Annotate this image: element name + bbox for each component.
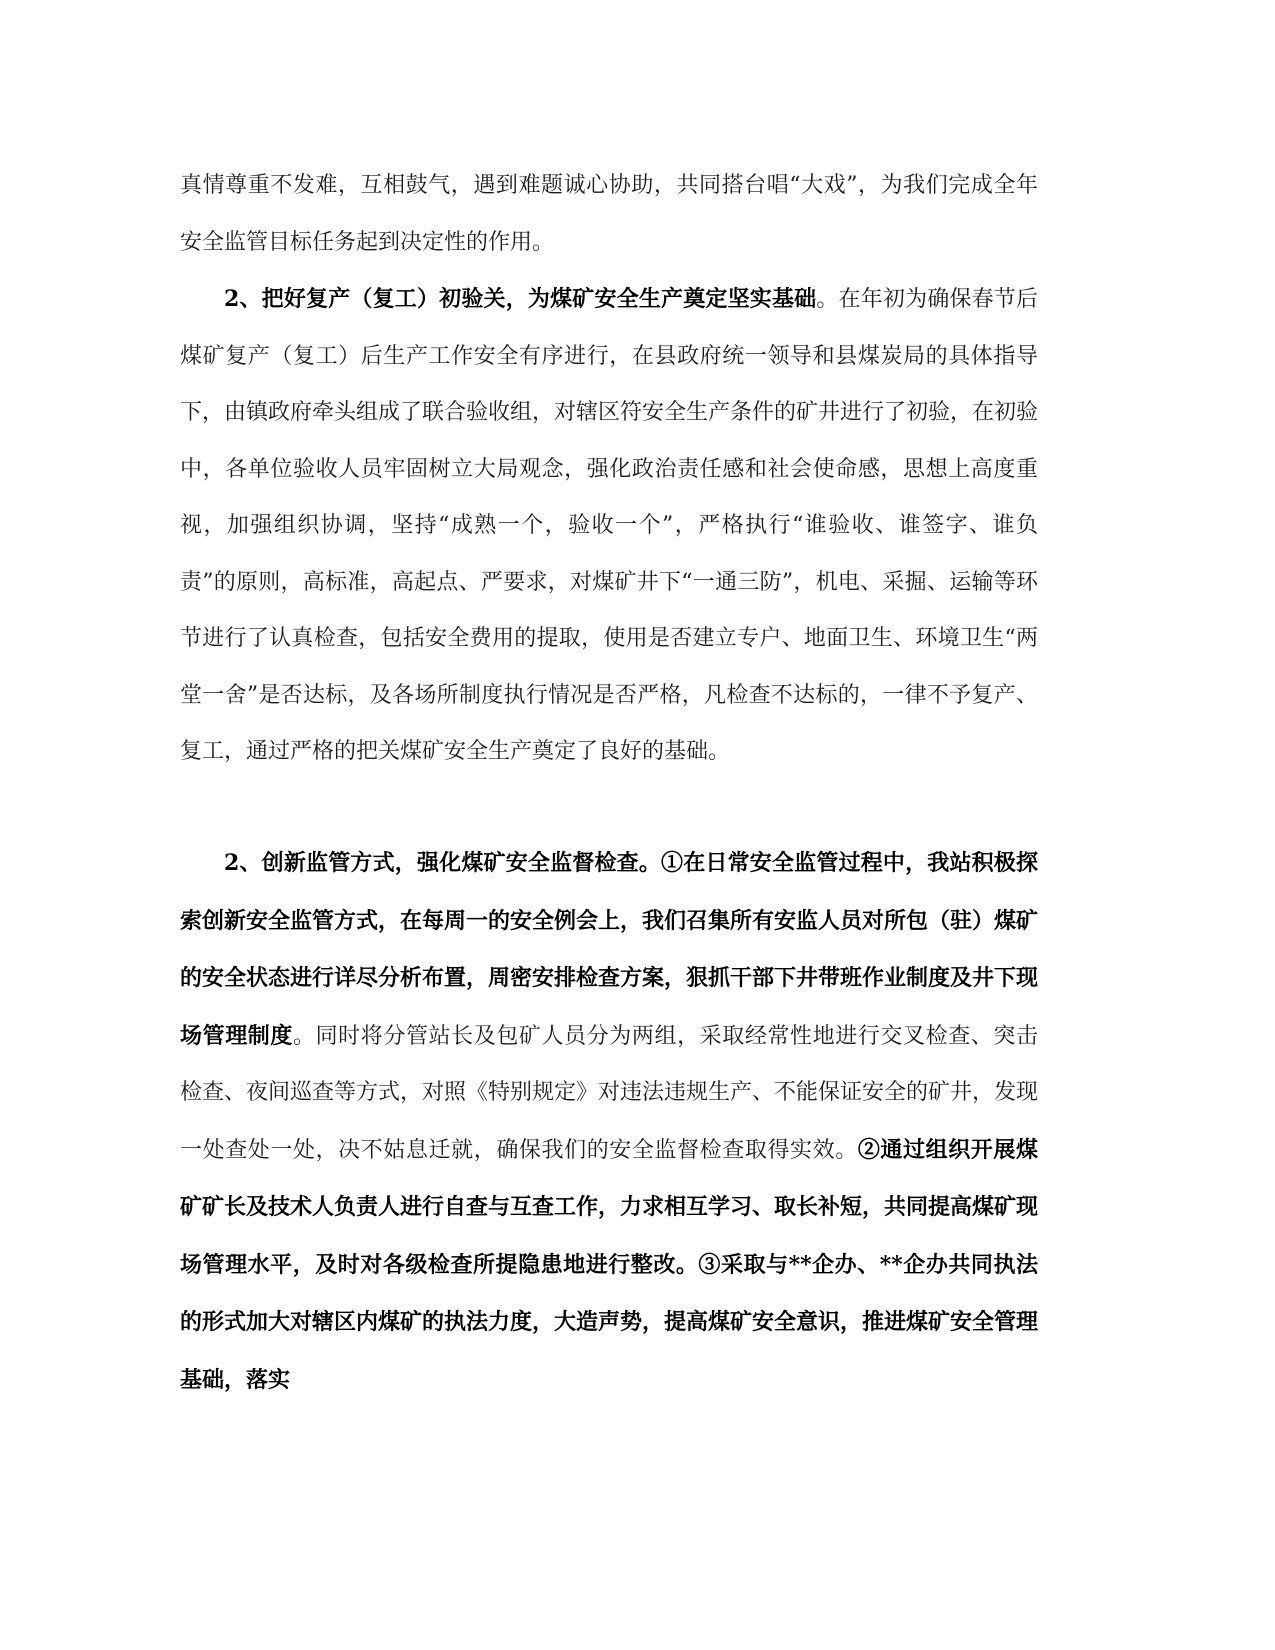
paragraph-resumption-inspection: [180, 271, 1038, 781]
paragraph-heading: 2、把好复产（复工）初验关，为煤矿安全生产奠定坚实基础: [224, 286, 817, 312]
paragraph-continuation: [180, 158, 1038, 271]
text-run: 真情尊重不发难，互相鼓气，遇到难题诚心协助，共同搭台唱“大戏”，为我们完成全年安全监管目标任务起到决定性的作用。: [180, 173, 1038, 255]
text-run: 。在年初为确保春节后煤矿复产（复工）后生产工作安全有序进行，在县政府统一领导和县煤炭局的具体指导下，由镇政府牵头组成了联合验收组，对辖区符安全生产条件的矿井进行了初验，在初验中，各单位验收人员牢固树立大局观念，强化政治责任感和社会使命感，思想上高度重视，加强组织协调，坚持“成熟一个，验收一个”，严格执行“谁验收、谁签字、谁负责”的原则，高标准，高起点、严要求，对煤矿井下“一通三防”，机电、采掘、运输等环节进行了认真检查，包括安全费用的提取，使用是否建立专户、地面卫生、环境卫生“两堂一舍”是否达标，及各场所制度执行情况是否严格，凡检查不达标的，一律不予复产、复工，通过严格的把关煤矿安全生产奠定了良好的基础。: [180, 287, 1039, 764]
text-run-bold: ②通过组织开展煤矿矿长及技术人负责人进行自查与互查工作，力求相互学习、取长补短，共同提高煤矿现场管理水平，及时对各级检查所提隐患地进行整改。③采取与**企办、**企办共同执法的形式加大对辖区内煤矿的执法力度，大造声势，提高煤矿安全意识，推进煤矿安全管理基础，落实: [180, 1136, 1039, 1393]
document-page: [180, 0, 1038, 1650]
paragraph-supervision-innovation: [180, 835, 1038, 1409]
text-run: 。同时将分管站长及包矿人员分为两组，采取经常性地进行交叉检查、突击检查、夜间巡查等方式，对照《特别规定》对违法违规生产、不能保证安全的矿井，发现一处查处一处，决不姑息迁就，确保我们的安全监督检查取得实效。: [180, 1023, 1039, 1163]
paragraph-heading: 2、创新监管方式，强化煤矿安全监督检查。①在日常安全监管过程中，我站积极探索创新安全监管方式，在每周一的安全例会上，我们召集所有安监人员对所包（驻）煤矿的安全状态进行详尽分析布置，周密安排检查方案，狠抓干部下井带班作业制度及井下现场管理制度: [180, 850, 1039, 1049]
